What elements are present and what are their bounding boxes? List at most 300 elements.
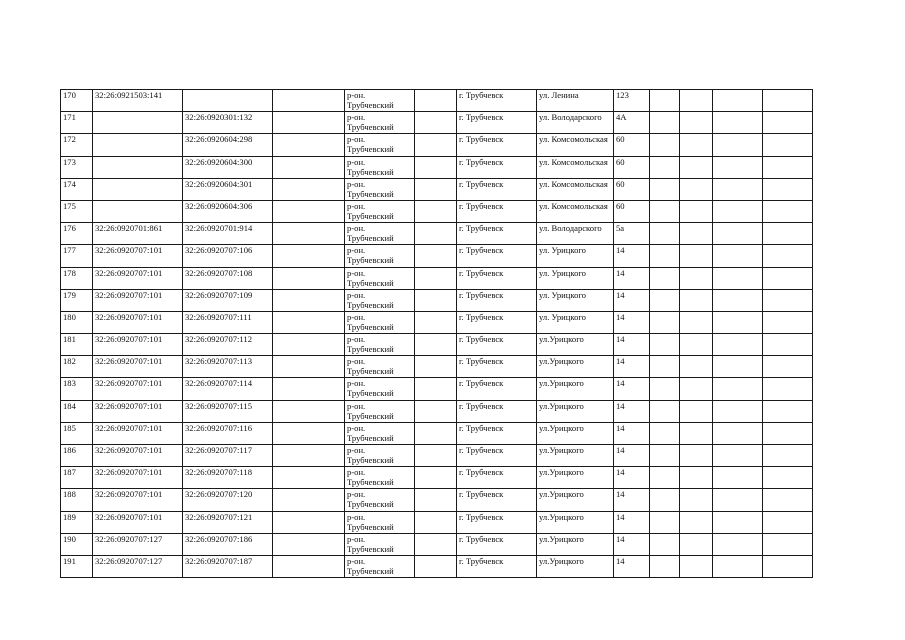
street-cell: ул. Комсомольская	[537, 200, 614, 222]
empty-cell	[763, 533, 813, 555]
empty-cell	[763, 156, 813, 178]
city-cell: г. Трубчевск	[457, 356, 537, 378]
row-number: 175	[61, 200, 93, 222]
empty-cell	[763, 489, 813, 511]
cadastral-number-primary: 32:26:0920707:101	[93, 356, 183, 378]
street-cell: ул.Урицкого	[537, 422, 614, 444]
table-row	[61, 311, 813, 333]
empty-cell	[650, 445, 680, 467]
table-row	[61, 400, 813, 422]
empty-cell	[713, 289, 763, 311]
street-cell: ул.Урицкого	[537, 511, 614, 533]
table-row	[61, 378, 813, 400]
district-prefix: р-он.	[347, 533, 366, 544]
empty-cell	[680, 378, 713, 400]
district-prefix: р-он.	[347, 422, 366, 433]
district-name: Трубчевский	[347, 366, 394, 377]
district-name: Трубчевский	[347, 521, 394, 532]
empty-cell	[680, 134, 713, 156]
cadastral-number-primary	[93, 156, 183, 178]
empty-cell	[273, 245, 345, 267]
district-prefix: р-он.	[347, 90, 366, 100]
district-cell	[345, 400, 415, 422]
cadastral-number-secondary: 32:26:0920707:113	[183, 356, 273, 378]
empty-cell	[415, 422, 457, 444]
empty-cell	[713, 422, 763, 444]
empty-cell	[763, 378, 813, 400]
table-row	[61, 178, 813, 200]
district-cell	[345, 112, 415, 134]
empty-cell	[713, 223, 763, 245]
cadastral-number-secondary: 32:26:0920707:112	[183, 334, 273, 356]
district-cell	[345, 356, 415, 378]
empty-cell	[713, 200, 763, 222]
street-cell: ул. Володарского	[537, 112, 614, 134]
table-row	[61, 267, 813, 289]
cadastral-number-secondary: 32:26:0920604:298	[183, 134, 273, 156]
street-cell: ул. Ленина	[537, 90, 614, 112]
empty-cell	[650, 356, 680, 378]
house-number-cell: 14	[614, 555, 650, 577]
empty-cell	[763, 400, 813, 422]
city-cell: г. Трубчевск	[457, 334, 537, 356]
district-prefix: р-он.	[347, 223, 366, 234]
cadastral-number-secondary: 32:26:0920707:111	[183, 311, 273, 333]
house-number-cell: 60	[614, 156, 650, 178]
empty-cell	[650, 311, 680, 333]
cadastral-number-primary: 32:26:0920701:861	[93, 223, 183, 245]
empty-cell	[415, 467, 457, 489]
district-cell	[345, 555, 415, 577]
cadastral-number-secondary: 32:26:0920707:115	[183, 400, 273, 422]
empty-cell	[273, 178, 345, 200]
property-registry-table	[60, 89, 813, 578]
row-number: 180	[61, 311, 93, 333]
empty-cell	[273, 112, 345, 134]
district-name: Трубчевский	[347, 455, 394, 465]
district-name: Трубчевский	[347, 565, 394, 576]
empty-cell	[680, 400, 713, 422]
empty-cell	[415, 311, 457, 333]
empty-cell	[763, 445, 813, 467]
empty-cell	[650, 555, 680, 577]
empty-cell	[680, 555, 713, 577]
district-cell	[345, 245, 415, 267]
table-row	[61, 511, 813, 533]
empty-cell	[273, 356, 345, 378]
table-row	[61, 223, 813, 245]
row-number: 181	[61, 334, 93, 356]
empty-cell	[650, 156, 680, 178]
empty-cell	[713, 489, 763, 511]
cadastral-number-primary: 32:26:0920707:127	[93, 533, 183, 555]
row-number: 182	[61, 356, 93, 378]
street-cell: ул.Урицкого	[537, 334, 614, 356]
street-cell: ул. Урицкого	[537, 311, 614, 333]
row-number: 176	[61, 223, 93, 245]
table-row	[61, 112, 813, 134]
city-cell: г. Трубчевск	[457, 90, 537, 112]
empty-cell	[763, 223, 813, 245]
empty-cell	[713, 378, 763, 400]
house-number-cell: 14	[614, 533, 650, 555]
street-cell: ул.Урицкого	[537, 356, 614, 378]
empty-cell	[273, 289, 345, 311]
cadastral-number-primary: 32:26:0920707:101	[93, 511, 183, 533]
district-cell	[345, 489, 415, 511]
street-cell: ул.Урицкого	[537, 378, 614, 400]
empty-cell	[763, 200, 813, 222]
city-cell: г. Трубчевск	[457, 112, 537, 134]
district-prefix: р-он.	[347, 178, 366, 189]
house-number-cell: 14	[614, 489, 650, 511]
empty-cell	[650, 467, 680, 489]
empty-cell	[713, 445, 763, 467]
empty-cell	[713, 267, 763, 289]
cadastral-number-primary: 32:26:0920707:101	[93, 311, 183, 333]
empty-cell	[713, 511, 763, 533]
cadastral-number-secondary: 32:26:0920707:114	[183, 378, 273, 400]
house-number-cell: 14	[614, 511, 650, 533]
house-number-cell: 123	[614, 90, 650, 112]
district-name: Трубчевский	[347, 255, 394, 266]
cadastral-number-primary: 32:26:0920707:101	[93, 289, 183, 311]
empty-cell	[680, 334, 713, 356]
cadastral-number-primary	[93, 112, 183, 134]
empty-cell	[763, 289, 813, 311]
district-cell	[345, 200, 415, 222]
empty-cell	[273, 267, 345, 289]
empty-cell	[763, 112, 813, 134]
empty-cell	[415, 378, 457, 400]
district-prefix: р-он.	[347, 311, 366, 322]
empty-cell	[273, 134, 345, 156]
district-cell	[345, 156, 415, 178]
empty-cell	[680, 245, 713, 267]
street-cell: ул.Урицкого	[537, 555, 614, 577]
row-number: 191	[61, 555, 93, 577]
empty-cell	[415, 356, 457, 378]
district-prefix: р-он.	[347, 334, 366, 345]
empty-cell	[763, 245, 813, 267]
empty-cell	[680, 511, 713, 533]
district-prefix: р-он.	[347, 134, 366, 145]
cadastral-number-primary: 32:26:0920707:101	[93, 267, 183, 289]
house-number-cell: 14	[614, 245, 650, 267]
house-number-cell: 14	[614, 289, 650, 311]
house-number-cell: 4А	[614, 112, 650, 134]
street-cell: ул. Урицкого	[537, 289, 614, 311]
empty-cell	[415, 511, 457, 533]
empty-cell	[273, 511, 345, 533]
city-cell: г. Трубчевск	[457, 489, 537, 511]
empty-cell	[650, 378, 680, 400]
district-prefix: р-он.	[347, 356, 366, 367]
cadastral-number-primary: 32:26:0920707:101	[93, 445, 183, 467]
empty-cell	[713, 245, 763, 267]
district-prefix: р-он.	[347, 400, 366, 411]
cadastral-number-secondary: 32:26:0920707:109	[183, 289, 273, 311]
table-row	[61, 356, 813, 378]
cadastral-number-primary: 32:26:0920707:101	[93, 378, 183, 400]
empty-cell	[650, 223, 680, 245]
city-cell: г. Трубчевск	[457, 400, 537, 422]
house-number-cell: 14	[614, 356, 650, 378]
house-number-cell: 14	[614, 467, 650, 489]
city-cell: г. Трубчевск	[457, 200, 537, 222]
district-name: Трубчевский	[347, 432, 394, 443]
district-name: Трубчевский	[347, 122, 394, 133]
empty-cell	[763, 356, 813, 378]
empty-cell	[713, 311, 763, 333]
district-name: Трубчевский	[347, 277, 394, 288]
city-cell: г. Трубчевск	[457, 467, 537, 489]
street-cell: ул. Комсомольская	[537, 156, 614, 178]
row-number: 189	[61, 511, 93, 533]
district-prefix: р-он.	[347, 511, 366, 522]
empty-cell	[713, 178, 763, 200]
district-cell	[345, 467, 415, 489]
empty-cell	[650, 400, 680, 422]
empty-cell	[273, 378, 345, 400]
table-row	[61, 555, 813, 577]
row-number: 178	[61, 267, 93, 289]
district-cell	[345, 422, 415, 444]
city-cell: г. Трубчевск	[457, 378, 537, 400]
empty-cell	[415, 400, 457, 422]
empty-cell	[763, 178, 813, 200]
empty-cell	[650, 112, 680, 134]
empty-cell	[650, 422, 680, 444]
empty-cell	[680, 156, 713, 178]
street-cell: ул.Урицкого	[537, 467, 614, 489]
empty-cell	[680, 533, 713, 555]
row-number: 186	[61, 445, 93, 467]
street-cell: ул.Урицкого	[537, 445, 614, 467]
table-row	[61, 533, 813, 555]
table-row	[61, 334, 813, 356]
empty-cell	[273, 90, 345, 112]
empty-cell	[680, 200, 713, 222]
district-name: Трубчевский	[347, 321, 394, 332]
cadastral-number-secondary	[183, 90, 273, 112]
empty-cell	[273, 489, 345, 511]
row-number: 170	[61, 90, 93, 112]
street-cell: ул. Комсомольская	[537, 134, 614, 156]
table-row	[61, 422, 813, 444]
street-cell: ул.Урицкого	[537, 533, 614, 555]
district-prefix: р-он.	[347, 267, 366, 278]
empty-cell	[415, 156, 457, 178]
cadastral-number-secondary: 32:26:0920707:121	[183, 511, 273, 533]
cadastral-number-primary	[93, 200, 183, 222]
district-cell	[345, 533, 415, 555]
empty-cell	[273, 422, 345, 444]
empty-cell	[763, 134, 813, 156]
district-prefix: р-он.	[347, 245, 366, 256]
empty-cell	[713, 134, 763, 156]
street-cell: ул.Урицкого	[537, 400, 614, 422]
house-number-cell: 14	[614, 445, 650, 467]
empty-cell	[273, 555, 345, 577]
empty-cell	[713, 90, 763, 112]
house-number-cell: 14	[614, 267, 650, 289]
street-cell: ул.Урицкого	[537, 489, 614, 511]
empty-cell	[273, 334, 345, 356]
empty-cell	[273, 311, 345, 333]
row-number: 185	[61, 422, 93, 444]
house-number-cell: 14	[614, 400, 650, 422]
cadastral-number-secondary: 32:26:0920604:300	[183, 156, 273, 178]
empty-cell	[650, 511, 680, 533]
district-cell	[345, 311, 415, 333]
empty-cell	[415, 533, 457, 555]
empty-cell	[680, 267, 713, 289]
cadastral-number-primary: 32:26:0920707:101	[93, 400, 183, 422]
cadastral-number-secondary: 32:26:0920707:108	[183, 267, 273, 289]
district-name: Трубчевский	[347, 410, 394, 421]
empty-cell	[680, 289, 713, 311]
table-row	[61, 245, 813, 267]
empty-cell	[680, 467, 713, 489]
registry-table-body	[61, 90, 813, 578]
city-cell: г. Трубчевск	[457, 267, 537, 289]
district-cell	[345, 511, 415, 533]
empty-cell	[713, 112, 763, 134]
row-number: 177	[61, 245, 93, 267]
empty-cell	[680, 311, 713, 333]
empty-cell	[713, 356, 763, 378]
table-row	[61, 445, 813, 467]
cadastral-number-primary: 32:26:0920707:127	[93, 555, 183, 577]
row-number: 173	[61, 156, 93, 178]
empty-cell	[415, 90, 457, 112]
district-prefix: р-он.	[347, 378, 366, 389]
row-number: 184	[61, 400, 93, 422]
row-number: 171	[61, 112, 93, 134]
empty-cell	[415, 178, 457, 200]
empty-cell	[713, 400, 763, 422]
cadastral-number-primary: 32:26:0920707:101	[93, 467, 183, 489]
street-cell: ул. Урицкого	[537, 245, 614, 267]
city-cell: г. Трубчевск	[457, 245, 537, 267]
district-name: Трубчевский	[347, 233, 394, 244]
district-cell	[345, 289, 415, 311]
district-prefix: р-он.	[347, 555, 366, 566]
district-name: Трубчевский	[347, 499, 394, 510]
empty-cell	[763, 90, 813, 112]
district-prefix: р-он.	[347, 289, 366, 300]
empty-cell	[763, 511, 813, 533]
cadastral-number-primary: 32:26:0921503:141	[93, 90, 183, 112]
empty-cell	[650, 334, 680, 356]
empty-cell	[713, 156, 763, 178]
district-cell	[345, 134, 415, 156]
empty-cell	[415, 489, 457, 511]
district-name: Трубчевский	[347, 166, 394, 177]
house-number-cell: 5а	[614, 223, 650, 245]
house-number-cell: 60	[614, 200, 650, 222]
district-name: Трубчевский	[347, 210, 394, 221]
house-number-cell: 14	[614, 334, 650, 356]
cadastral-number-secondary: 32:26:0920707:120	[183, 489, 273, 511]
empty-cell	[713, 334, 763, 356]
city-cell: г. Трубчевск	[457, 445, 537, 467]
district-name: Трубчевский	[347, 188, 394, 199]
cadastral-number-secondary: 32:26:0920701:914	[183, 223, 273, 245]
city-cell: г. Трубчевск	[457, 178, 537, 200]
city-cell: г. Трубчевск	[457, 555, 537, 577]
district-name: Трубчевский	[347, 100, 394, 110]
empty-cell	[650, 178, 680, 200]
cadastral-number-secondary: 32:26:0920604:306	[183, 200, 273, 222]
district-cell	[345, 178, 415, 200]
empty-cell	[415, 134, 457, 156]
street-cell: ул. Володарского	[537, 223, 614, 245]
empty-cell	[763, 311, 813, 333]
district-name: Трубчевский	[347, 388, 394, 399]
empty-cell	[680, 445, 713, 467]
city-cell: г. Трубчевск	[457, 156, 537, 178]
district-prefix: р-он.	[347, 200, 366, 211]
table-row	[61, 200, 813, 222]
district-cell	[345, 267, 415, 289]
district-name: Трубчевский	[347, 543, 394, 554]
cadastral-number-secondary: 32:26:0920707:118	[183, 467, 273, 489]
empty-cell	[650, 90, 680, 112]
city-cell: г. Трубчевск	[457, 223, 537, 245]
city-cell: г. Трубчевск	[457, 134, 537, 156]
empty-cell	[415, 200, 457, 222]
empty-cell	[713, 467, 763, 489]
empty-cell	[273, 156, 345, 178]
cadastral-number-secondary: 32:26:0920707:187	[183, 555, 273, 577]
empty-cell	[650, 134, 680, 156]
district-cell	[345, 334, 415, 356]
table-row	[61, 90, 813, 112]
row-number: 172	[61, 134, 93, 156]
district-cell	[345, 90, 415, 112]
empty-cell	[273, 467, 345, 489]
district-cell	[345, 378, 415, 400]
district-cell	[345, 445, 415, 467]
empty-cell	[680, 223, 713, 245]
row-number: 187	[61, 467, 93, 489]
cadastral-number-secondary: 32:26:0920707:106	[183, 245, 273, 267]
empty-cell	[680, 422, 713, 444]
district-name: Трубчевский	[347, 144, 394, 155]
cadastral-number-secondary: 32:26:0920707:117	[183, 445, 273, 467]
row-number: 174	[61, 178, 93, 200]
street-cell: ул. Комсомольская	[537, 178, 614, 200]
row-number: 188	[61, 489, 93, 511]
empty-cell	[273, 223, 345, 245]
empty-cell	[680, 489, 713, 511]
empty-cell	[415, 445, 457, 467]
empty-cell	[763, 467, 813, 489]
empty-cell	[650, 200, 680, 222]
empty-cell	[650, 267, 680, 289]
empty-cell	[273, 445, 345, 467]
empty-cell	[650, 489, 680, 511]
district-prefix: р-он.	[347, 112, 366, 123]
district-prefix: р-он.	[347, 445, 366, 455]
empty-cell	[680, 356, 713, 378]
table-row	[61, 156, 813, 178]
cadastral-number-primary: 32:26:0920707:101	[93, 245, 183, 267]
empty-cell	[713, 533, 763, 555]
table-row	[61, 467, 813, 489]
